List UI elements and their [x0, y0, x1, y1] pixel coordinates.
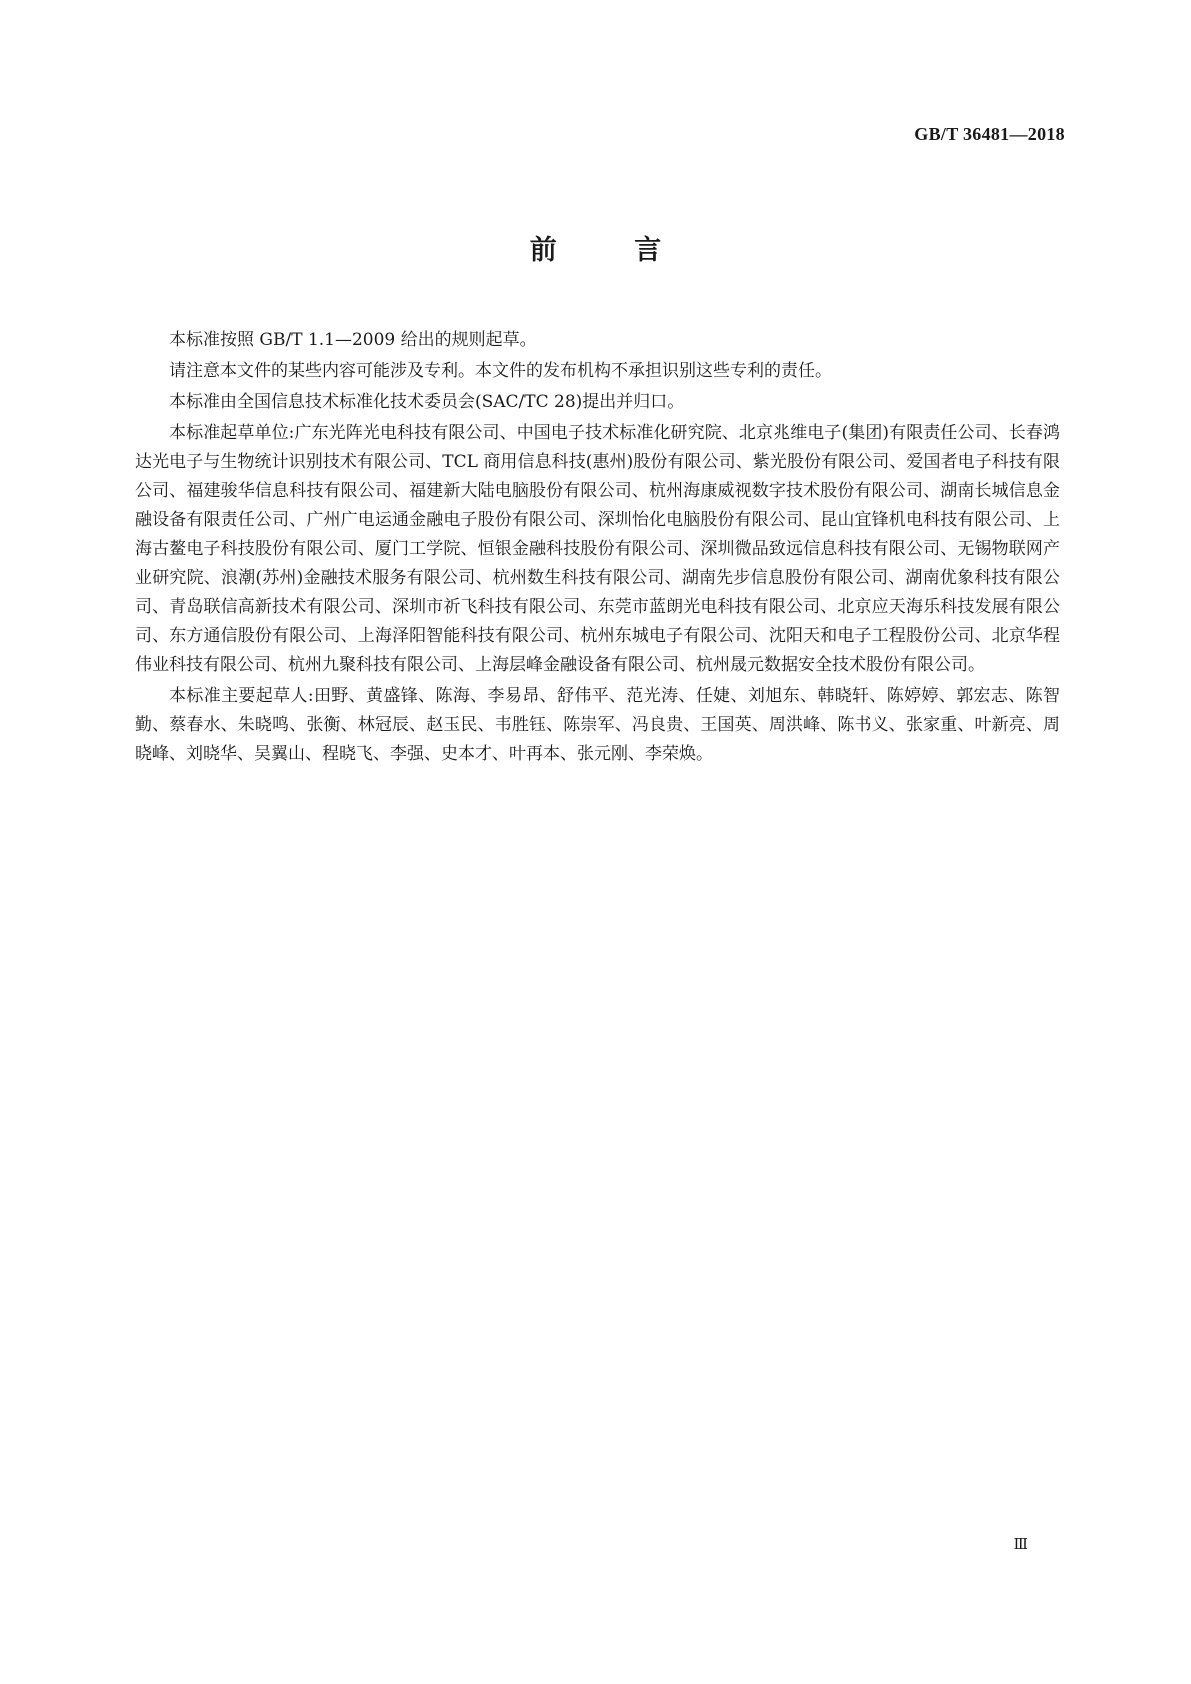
paragraph-drafting-units: 本标准起草单位:广东光阵光电科技有限公司、中国电子技术标准化研究院、北京兆维电子(集团)有限责任公司、长春鸿达光电子与生物统计识别技术有限公司、TCL 商用信息科技(惠州)股份有限公司、紫光股份有限公司、爱国者电子科技有限公司、福建骏华信息科技有限公司、福建新大陆电脑股份有限公司、杭州海康威视数字技术股份有限公司、湖南长城信息金融设备有限责任公司、广州广电运通金融电子股份有限公司、深圳怡化电脑股份有限公司、昆山宜锋机电科技有限公司、上海古鳌电子科技股份有限公司、厦门工学院、恒银金融科技股份有限公司、深圳微品致远信息科技有限公司、无锡物联网产业研究院、浪潮(苏州)金融技术服务有限公司、杭州数生科技有限公司、湖南先步信息股份有限公司、湖南优象科技有限公司、青岛联信高新技术有限公司、深圳市祈飞科技有限公司、东莞市蓝朗光电科技有限公司、北京应天海乐科技发展有限公司、东方通信股份有限公司、上海泽阳智能科技有限公司、杭州东城电子有限公司、沈阳天和电子工程股份公司、北京华程伟业科技有限公司、杭州九聚科技有限公司、上海层峰金融设备有限公司、杭州晟元数据安全技术股份有限公司。 [135, 423, 1060, 675]
standard-code: GB/T 36481—2018 [914, 124, 1065, 144]
paragraph-drafters: 本标准主要起草人:田野、黄盛锋、陈海、李易昂、舒伟平、范光涛、任婕、刘旭东、韩晓轩、陈婷婷、郭宏志、陈智勤、蔡春水、朱晓鸣、张衡、林冠辰、赵玉民、韦胜钰、陈崇军、冯良贵、王国英、周洪峰、陈书义、张家重、叶新亮、周晓峰、刘晓华、吴翼山、程晓飞、李强、史本才、叶再本、张元刚、李荣焕。 [135, 686, 1060, 764]
paragraph-drafting-rules: 本标准按照 GB/T 1.1—2009 给出的规则起草。 [169, 330, 537, 350]
page-number: Ⅲ [1013, 1537, 1028, 1553]
document-body [135, 326, 1060, 771]
paragraph-proposer: 本标准由全国信息技术标准化技术委员会(SAC/TC 28)提出并归口。 [169, 392, 685, 412]
paragraph-patent-notice: 请注意本文件的某些内容可能涉及专利。本文件的发布机构不承担识别这些专利的责任。 [169, 361, 832, 381]
page-title: 前 言 [529, 235, 696, 266]
